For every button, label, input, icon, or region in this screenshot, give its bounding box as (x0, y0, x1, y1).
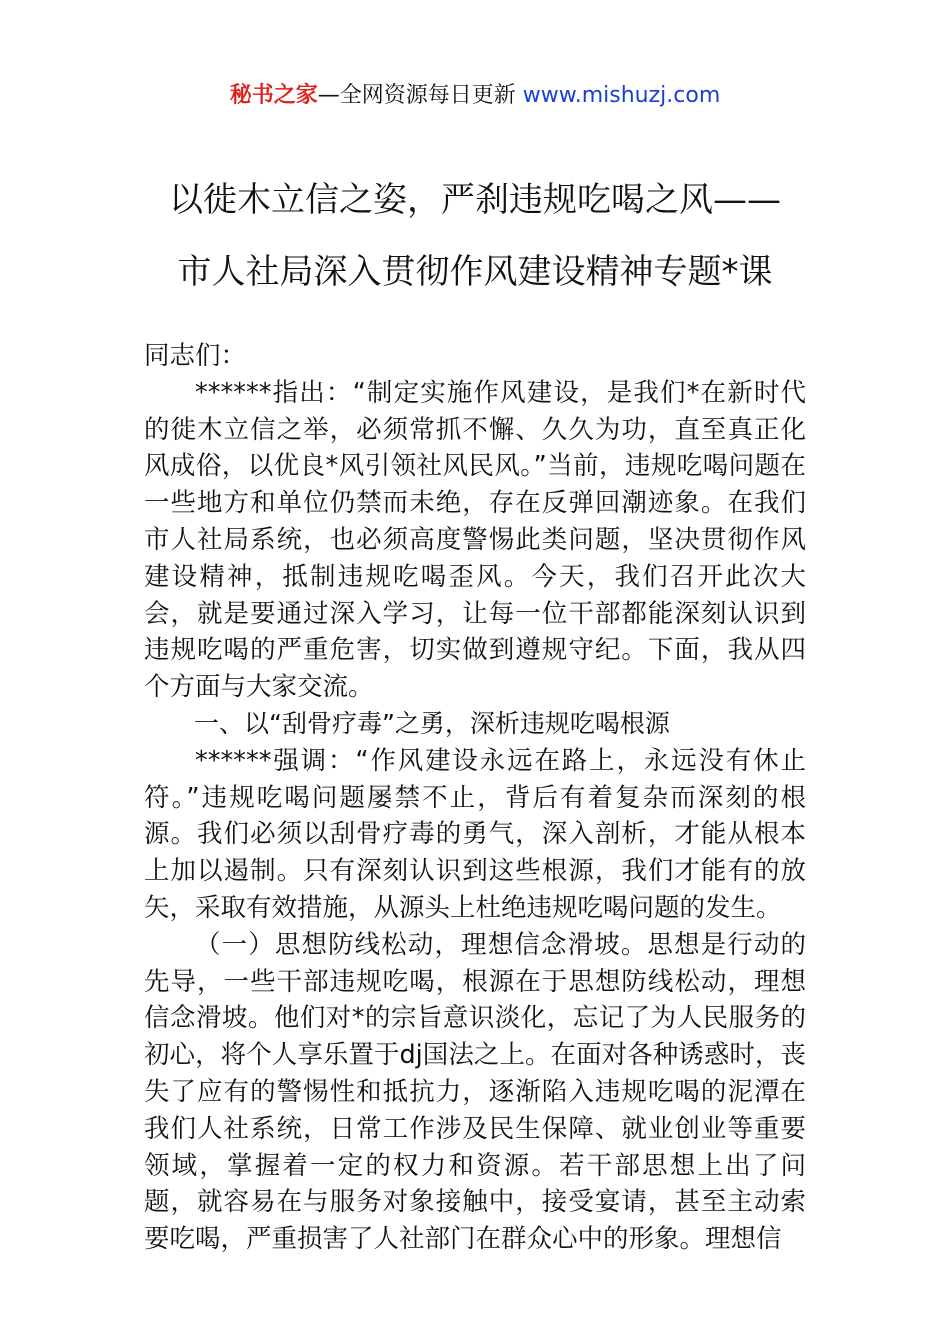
site-url[interactable]: www.mishuzj.com (522, 83, 721, 108)
section-heading-1: 一、以“刮骨疗毒”之勇，深析违规吃喝根源 (194, 708, 670, 738)
document-title-line-1: 以徙木立信之姿，严刹违规吃喝之风—— (169, 180, 781, 220)
document-title-line-2: 市人社局深入贯彻作风建设精神专题*课 (177, 252, 773, 292)
greeting: 同志们： (144, 341, 247, 371)
site-header (0, 80, 950, 112)
paragraph-section-1: ******强调：“作风建设永远在路上，永远没有休止符。”违规吃喝问题屡禁不止，背后有着复杂而深刻的根源。我们必须以刮骨疗毒的勇气，深入剖析，才能从根本上加以遏制。只有深刻认识到这些根源，我们才能有的放矢，采取有效措施，从源头上杜绝违规吃喝问题的发生。 (144, 745, 806, 923)
brand-name: 秘书之家 (229, 83, 318, 108)
paragraph-subsection-1: （一）思想防线松动，理想信念滑坡。思想是行动的先导，一些干部违规吃喝，根源在于思想防线松动，理想信念滑坡。他们对*的宗旨意识淡化，忘记了为人民服务的初心，将个人享乐置于dj国法之上。在面对各种诱惑时，丧失了应有的警惕性和抵抗力，逐渐陷入违规吃喝的泥潭在我们人社系统，日常工作涉及民生保障、就业创业等重要领域，掌握着一定的权力和资源。若干部思想上出了问题，就容易在与服务对象接触中，接受宴请，甚至主动索要吃喝，严重损害了人社部门在群众心中的形象。理想信 (144, 929, 806, 1255)
paragraph-intro: ******指出：“制定实施作风建设，是我们*在新时代的徙木立信之举，必须常抓不懈、久久为功，直至真正化风成俗，以优良*风引领社风民风。”当前，违规吃喝问题在一些地方和单位仍禁而未绝，存在反弹回潮迹象。在我们市人社局系统，也必须高度警惕此类问题，坚决贯彻作风建设精神，抵制违规吃喝歪风。今天，我们召开此次大会，就是要通过深入学习，让每一位干部都能深刻认识到违规吃喝的严重危害，切实做到遵规守纪。下面，我从四个方面与大家交流。 (144, 377, 806, 703)
document-body (144, 338, 806, 1258)
slogan: —全网资源每日更新 (317, 83, 516, 108)
